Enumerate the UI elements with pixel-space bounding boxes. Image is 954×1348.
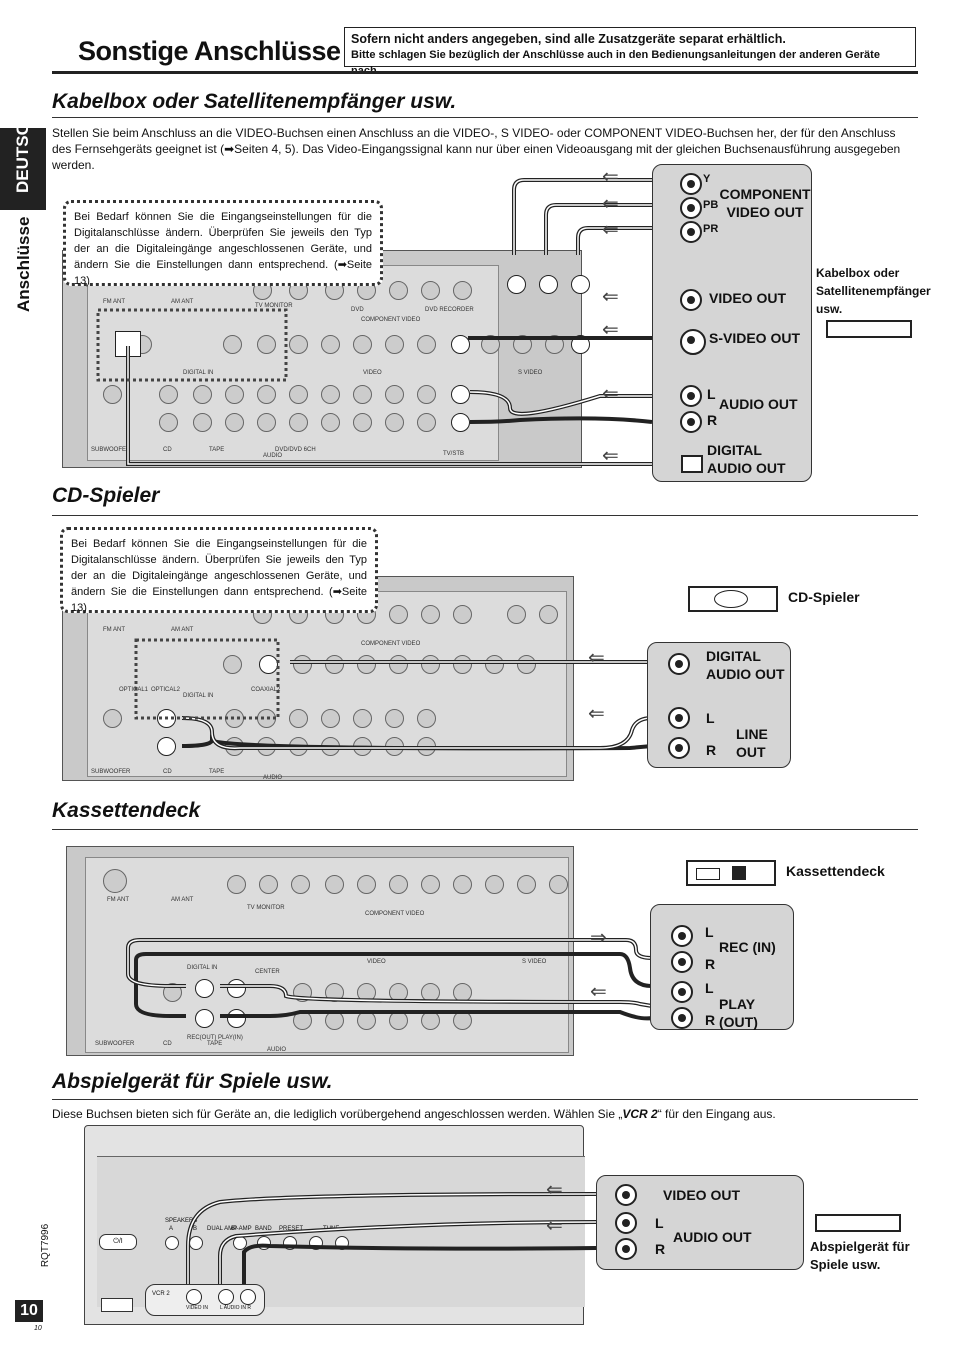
section-title-game: Abspielgerät für Spiele usw. xyxy=(52,1070,333,1093)
audio-in-label: L AUDIO IN R xyxy=(220,1305,251,1311)
rear-jack xyxy=(517,875,536,894)
video-out-label: VIDEO OUT xyxy=(709,290,787,306)
tv-stb-label: TV/STB xyxy=(443,451,465,457)
rec-play-label: REC(OUT) PLAY(IN) xyxy=(187,1035,243,1041)
section-title-cd: CD-Spieler xyxy=(52,484,160,507)
fm-ant-label: FM ANT xyxy=(103,627,125,633)
cable-box-device-label: Kabelbox oder Satellitenempfänger usw. xyxy=(816,266,931,316)
signal-arrow: ⇐ xyxy=(602,193,619,215)
tape-label: TAPE xyxy=(209,447,225,453)
cable-intro: Stellen Sie beim Anschluss an die VIDEO-Buchsen einen Anschluss an die VIDEO-, S VIDEO- oder COMPONENT VIDEO-Buchsen her, der für den Anschluss des Fernsehgeräts geeignet ist (➡Seiten 4, 5). Das Video-Eingangssignal kann nur über einen Videoausgang mit der gleichen Buchsenausführung ausgegeben werden. xyxy=(52,126,901,172)
play-out-l-cable xyxy=(220,986,652,1006)
document-code: RQT7996 xyxy=(40,1223,52,1268)
game-l-label: L xyxy=(655,1215,664,1231)
pb-label: PB xyxy=(703,199,719,211)
tv-monitor-label: TV MONITOR xyxy=(247,905,285,911)
optical2-label: OPTICAL2 xyxy=(151,687,181,693)
cable-connections-2 xyxy=(0,600,954,770)
game-audio-r-cable xyxy=(244,1246,596,1284)
signal-arrow: ⇐ xyxy=(546,1215,563,1237)
audio-l-out-jack xyxy=(680,385,702,407)
rear-jack xyxy=(291,875,310,894)
section-rule xyxy=(52,829,918,830)
speaker-b-label: B xyxy=(193,1226,198,1232)
digital-audio-out-jack xyxy=(681,455,703,473)
am-ant-label: AM ANT xyxy=(171,627,194,633)
audio-label: AUDIO xyxy=(267,1047,287,1053)
headphone-slot xyxy=(101,1298,133,1312)
tv-monitor-label: TV MONITOR xyxy=(255,303,293,309)
cd-line-out-label: LINE OUT xyxy=(736,726,768,760)
game-audio-l-jack xyxy=(615,1212,637,1234)
tune-label: TUNE xyxy=(323,1226,340,1232)
video-label: VIDEO xyxy=(363,370,382,376)
rec-in-r-cable xyxy=(136,954,652,1016)
tape-label: TAPE xyxy=(209,769,225,775)
dvd-label: DVD xyxy=(351,307,364,313)
tape-deck-device-icon xyxy=(686,860,776,886)
tape-rec-in-l-jack xyxy=(671,925,693,947)
rear-jack xyxy=(227,875,246,894)
subwoofer-label: SUBWOOFER xyxy=(91,769,131,775)
signal-arrow: ⇐ xyxy=(602,383,619,405)
svideo-out-label: S-VIDEO OUT xyxy=(709,330,801,346)
component-video-label: COMPONENT VIDEO xyxy=(361,317,421,323)
rear-jack xyxy=(421,875,440,894)
cd-label: CD xyxy=(163,447,172,453)
cd-line-out-r-jack xyxy=(668,737,690,759)
signal-arrow: ⇒ xyxy=(590,927,607,949)
subwoofer-label: SUBWOOFER xyxy=(91,447,131,453)
signal-arrow: ⇐ xyxy=(588,703,605,725)
video-out-jack xyxy=(680,289,702,311)
pr-label: PR xyxy=(703,223,719,235)
game-device-icon xyxy=(815,1214,901,1232)
audio-label: AUDIO xyxy=(263,775,283,781)
cassette-window xyxy=(732,866,746,880)
cd-digital-audio-out-jack xyxy=(668,653,690,675)
speaker-a-label: A xyxy=(169,1226,174,1232)
dvd-recorder-label: DVD RECORDER xyxy=(425,307,474,313)
vcr2-label: VCR 2 xyxy=(152,1291,170,1297)
tape-play-r-label: R xyxy=(705,1012,716,1028)
preset-label: PRESET xyxy=(279,1226,304,1232)
rear-jack xyxy=(389,875,408,894)
y-label: Y xyxy=(703,173,711,185)
cd-l-label: L xyxy=(706,710,715,726)
section-rule xyxy=(52,1099,918,1100)
signal-arrow: ⇐ xyxy=(602,319,619,341)
cable-box-output-panel xyxy=(652,164,812,482)
notice-box xyxy=(344,27,916,67)
rear-jack xyxy=(453,875,472,894)
am-ant-label: AM ANT xyxy=(171,897,194,903)
section-rule xyxy=(52,515,918,516)
tape-deck-panel xyxy=(650,904,794,1030)
component-video-label: COMPONENT VIDEO xyxy=(361,641,421,647)
dvd-6ch-label: DVD/DVD 6CH xyxy=(275,447,316,453)
digital-audio-out-label: DIGITAL AUDIO OUT xyxy=(707,442,786,476)
digital-in-label: DIGITAL IN xyxy=(183,693,214,699)
cd-player-output-panel xyxy=(647,642,791,768)
fm-ant-label: FM ANT xyxy=(107,897,129,903)
coaxial2-label: COAXIAL2 xyxy=(251,687,281,693)
rear-jack xyxy=(325,875,344,894)
tape-play-out-l-jack xyxy=(671,981,693,1003)
rear-jack xyxy=(357,875,376,894)
section-side-label: Anschlüsse xyxy=(14,216,33,312)
digital-settings-bubble-2: Bei Bedarf können Sie die Eingangseinstellungen für die Digitalanschlüsse ändern. Überprüfen Sie jeweils den Typ der an die Digitaleingänge angeschlossenen Geräte, und ändern Sie die Einstellungen dann entsprechend. (➡Seite 13) xyxy=(60,527,378,613)
cd-label: CD xyxy=(163,769,172,775)
signal-arrow: ⇐ xyxy=(602,219,619,241)
video-in-label: VIDEO IN xyxy=(186,1305,208,1311)
page-title: Sonstige Anschlüsse xyxy=(78,36,341,66)
s-video-label: S VIDEO xyxy=(518,370,543,376)
cd-label: CD xyxy=(163,1041,172,1047)
signal-arrow: ⇐ xyxy=(588,647,605,669)
tape-rec-r-label: R xyxy=(705,956,716,972)
audio-r-out-jack xyxy=(680,411,702,433)
dual-amp-label: DUAL AMP xyxy=(207,1226,238,1232)
tape-rec-in-r-jack xyxy=(671,951,693,973)
cd-line-out-l-jack xyxy=(668,707,690,729)
game-r-label: R xyxy=(655,1241,666,1257)
signal-arrow: ⇐ xyxy=(602,286,619,308)
game-audio-r-jack xyxy=(615,1238,637,1260)
digital-in-label: DIGITAL IN xyxy=(183,370,214,376)
section-rule xyxy=(52,117,918,118)
audio-out-label: AUDIO OUT xyxy=(719,396,798,412)
fm-ant-label: FM ANT xyxy=(103,299,125,305)
bi-amp-label: BI-AMP xyxy=(231,1226,252,1232)
subwoofer-label: SUBWOOFER xyxy=(95,1041,135,1047)
title-rule xyxy=(52,71,918,74)
cd-digital-audio-out-label: DIGITAL AUDIO OUT xyxy=(706,648,785,682)
optical1-label: OPTICAL1 xyxy=(119,687,149,693)
page-number: 10 xyxy=(15,1300,43,1322)
audio-r-cable xyxy=(470,418,652,422)
component-pr-out-jack xyxy=(680,221,702,243)
power-button[interactable]: ⏻/I xyxy=(99,1234,137,1250)
signal-arrow: ⇐ xyxy=(546,1179,563,1201)
game-audio-out-label: AUDIO OUT xyxy=(673,1229,752,1245)
s-video-label: S VIDEO xyxy=(522,959,547,965)
game-device-output-panel xyxy=(596,1175,804,1270)
section-title-tape: Kassettendeck xyxy=(52,799,201,822)
component-y-out-jack xyxy=(680,173,702,195)
audio-label: AUDIO xyxy=(263,453,283,459)
tape-rec-l-label: L xyxy=(705,924,714,940)
component-video-out-label: COMPONENT VIDEO OUT xyxy=(719,186,811,220)
component-y-cable xyxy=(514,180,652,255)
game-intro-pre: Diese Buchsen bieten sich für Geräte an, die lediglich vorübergehend angeschlossen werden. Wählen Sie „ xyxy=(52,1107,623,1121)
center-label: CENTER xyxy=(255,969,280,975)
digital-settings-bubble-1: Bei Bedarf können Sie die Eingangseinstellungen für die Digitalanschlüsse ändern. Überprüfen Sie jeweils den Typ der an die Digitaleingänge angeschlossenen Geräte, und ändern Sie die Einstellungen dann entsprechend. (➡Seite 13) xyxy=(63,200,383,286)
game-intro-post: “ für den Eingang aus. xyxy=(657,1107,776,1121)
cable-connections-3 xyxy=(0,920,954,1040)
notice-line-2: Bitte schlagen Sie bezüglich der Anschlüsse auch in den Bedienungsanleitungen der anderen Geräte xyxy=(351,49,880,61)
signal-arrow: ⇐ xyxy=(602,166,619,188)
svideo-out-jack xyxy=(680,329,706,355)
rec-in-l-cable xyxy=(128,940,652,986)
cd-r-label: R xyxy=(706,742,717,758)
band-label: BAND xyxy=(255,1226,272,1232)
language-tab-label: DEUTSCH xyxy=(13,110,32,193)
tape-play-l-label: L xyxy=(705,980,714,996)
tape-label: TAPE xyxy=(207,1041,223,1047)
game-video-out-label: VIDEO OUT xyxy=(663,1187,741,1203)
game-device-label: Abspielgerät für Spiele usw. xyxy=(810,1239,910,1272)
game-video-cable xyxy=(188,1194,596,1284)
cable-box-device-icon xyxy=(826,320,912,338)
cd-disc-icon xyxy=(714,590,748,608)
game-intro-emphasis: VCR 2 xyxy=(622,1107,658,1121)
tape-play-out-r-jack xyxy=(671,1007,693,1029)
play-out-label: PLAY (OUT) xyxy=(719,996,758,1030)
audio-l-label: L xyxy=(707,386,716,402)
section-title-cable: Kabelbox oder Satellitenempfänger usw. xyxy=(52,90,457,113)
cd-player-device-icon xyxy=(688,586,778,612)
vcr2-audio-l-jack xyxy=(218,1289,234,1305)
vcr2-audio-r-jack xyxy=(240,1289,256,1305)
speakers-label: SPEAKERS xyxy=(165,1218,198,1224)
fm-ant-jack xyxy=(103,869,127,893)
notice-line-1: Sofern nicht anders angegeben, sind alle Zusatzgeräte separat erhältlich. xyxy=(351,32,786,46)
game-video-out-jack xyxy=(615,1184,637,1206)
component-video-label: COMPONENT VIDEO xyxy=(365,911,425,917)
play-out-r-cable xyxy=(220,1012,652,1018)
audio-r-label: R xyxy=(707,412,718,428)
video-label: VIDEO xyxy=(367,959,386,965)
rear-jack xyxy=(549,875,568,894)
rec-in-label: REC (IN) xyxy=(719,939,776,955)
am-ant-label: AM ANT xyxy=(171,299,194,305)
digital-in-label: DIGITAL IN xyxy=(187,965,218,971)
cassette-slot xyxy=(696,868,720,880)
game-intro xyxy=(52,1106,918,1122)
cd-player-device-label: CD-Spieler xyxy=(788,589,860,605)
digital-in-highlight xyxy=(136,640,281,718)
signal-arrow: ⇐ xyxy=(602,445,619,467)
small-page-number: 10 xyxy=(34,1325,42,1332)
rear-jack xyxy=(259,875,278,894)
signal-arrow: ⇐ xyxy=(590,981,607,1003)
rear-jack xyxy=(485,875,504,894)
vcr2-video-in-jack xyxy=(186,1289,202,1305)
game-audio-l-cable xyxy=(220,1222,596,1284)
tape-deck-device-label: Kassettendeck xyxy=(786,863,885,879)
component-pb-out-jack xyxy=(680,197,702,219)
